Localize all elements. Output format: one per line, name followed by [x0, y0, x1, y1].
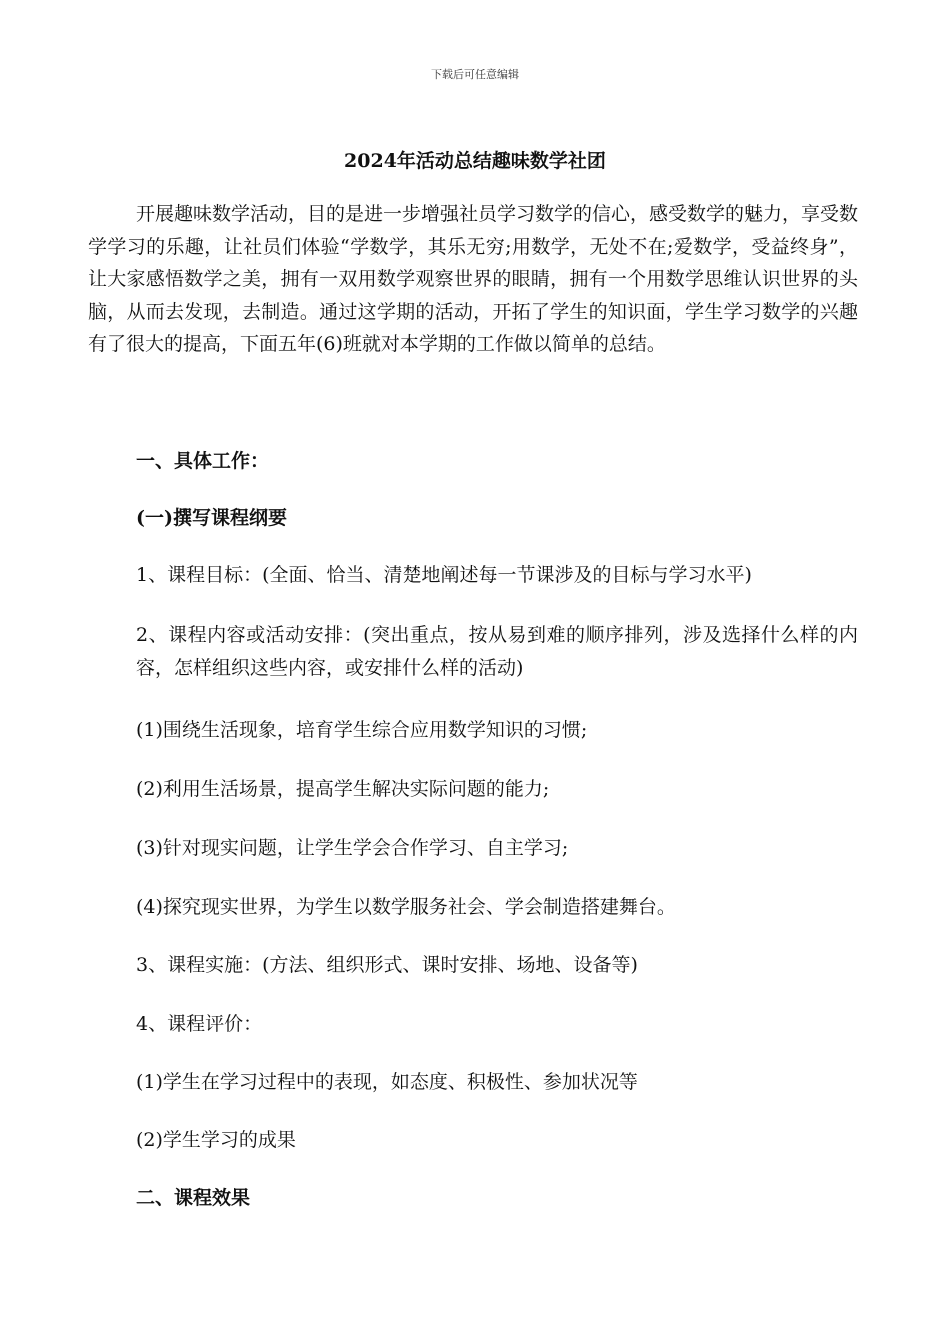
course-content-item: 2、课程内容或活动安排：(突出重点，按从易到难的顺序排列，涉及选择什么样的内容，怎样组织这些内容，或安排什么样的活动) [136, 624, 858, 679]
section1-sub-heading: (一)撰写课程纲要 [136, 507, 287, 529]
course-evaluation-item: 4、课程评价： [136, 1013, 263, 1035]
evaluation-sub-item-1: (1)学生在学习过程中的表现，如态度、积极性、参加状况等 [136, 1071, 638, 1093]
content-sub-item-4: (4)探究现实世界，为学生以数学服务社会、学会制造搭建舞台。 [136, 896, 676, 918]
content-sub-item-2: (2)利用生活场景，提高学生解决实际问题的能力; [136, 778, 550, 800]
header-note: 下载后可任意编辑 [431, 68, 519, 81]
section2-heading: 二、课程效果 [136, 1187, 251, 1209]
page-title: 2024年活动总结趣味数学社团 [344, 150, 606, 172]
content-sub-item-3: (3)针对现实问题，让学生学会合作学习、自主学习; [136, 837, 569, 859]
intro-paragraph: 开展趣味数学活动，目的是进一步增强社员学习数学的信心，感受数学的魅力，享受数学学习的乐趣，让社员们体验“学数学，其乐无穷;用数学，无处不在;爱数学，受益终身”，让大家感悟数学之美，拥有一双用数学观察世界的眼睛，拥有一个用数学思维认识世界的头脑，从而去发现，去制造。通过这学期的活动，开拓了学生的知识面，学生学习数学的兴趣有了很大的提高，下面五年(6)班就对本学期的工作做以简单的总结。 [88, 203, 859, 356]
evaluation-sub-item-2: (2)学生学习的成果 [136, 1129, 296, 1151]
section1-heading: 一、具体工作： [136, 450, 270, 472]
course-implementation-item: 3、课程实施：(方法、组织形式、课时安排、场地、设备等) [136, 954, 638, 976]
course-goal-item: 1、课程目标：(全面、恰当、清楚地阐述每一节课涉及的目标与学习水平) [136, 564, 752, 586]
content-sub-item-1: (1)围绕生活现象，培育学生综合应用数学知识的习惯; [136, 719, 588, 741]
